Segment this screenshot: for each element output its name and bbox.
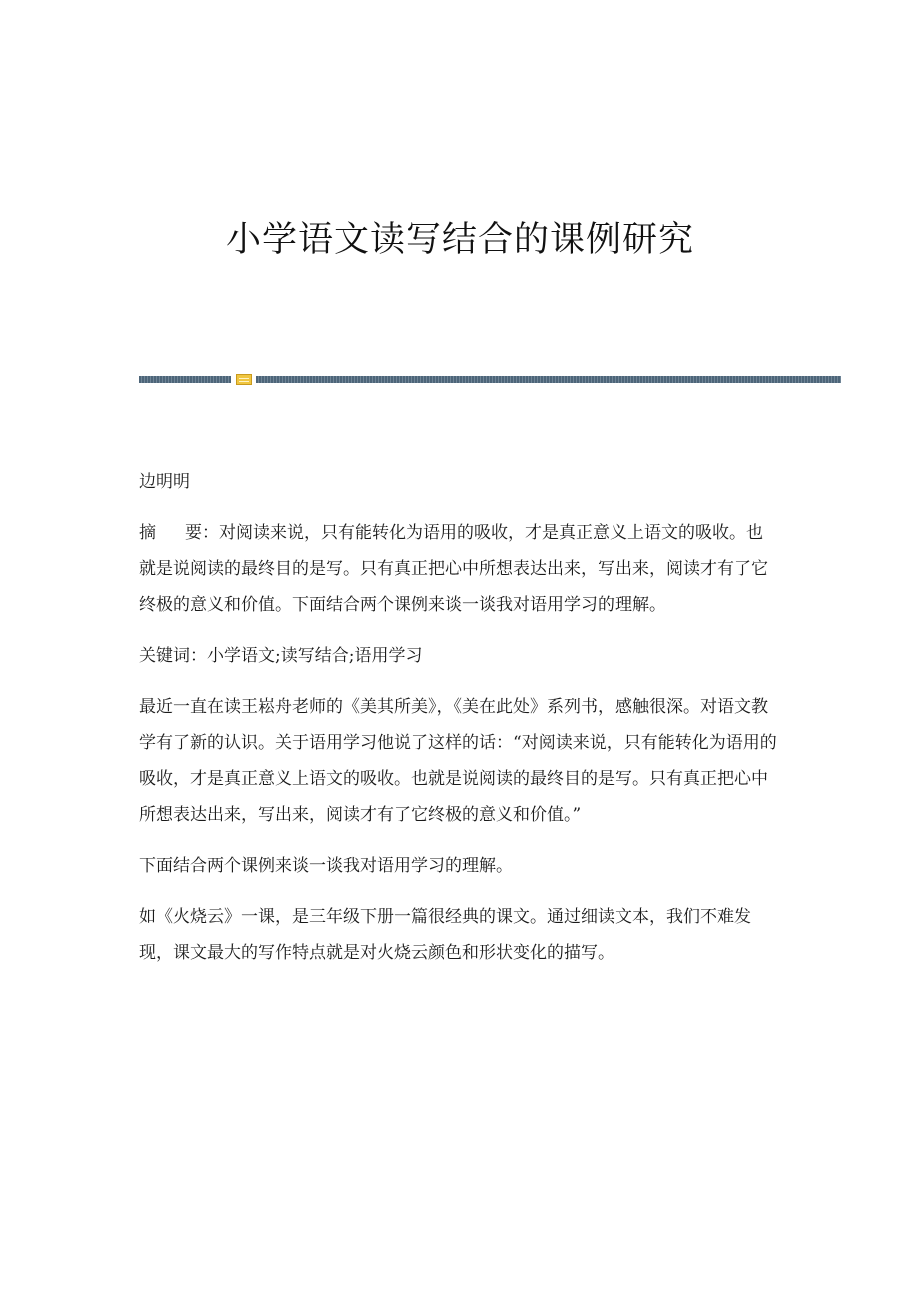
abstract-text: 对阅读来说，只有能转化为语用的吸收，才是真正意义上语文的吸收。也就是说阅读的最终目的是写。只有真正把心中所想表达出来，写出来，阅读才有了它终极的意义和价值。下面结合两个课例来谈一谈我对语用学习的理解。 [139, 523, 768, 615]
paragraph-3: 如《火烧云》一课，是三年级下册一篇很经典的课文。通过细读文本，我们不难发现，课文最大的写作特点就是对火烧云颜色和形状变化的描写。 [139, 907, 751, 963]
paragraph-1: 最近一直在读王崧舟老师的《美其所美》，《美在此处》系列书，感触很深。对语文教学有了新的认识。关于语用学习他说了这样的话：“对阅读来说，只有能转化为语用的吸收，才是真正意义上语文的吸收。也就是说阅读的最终目的是写。只有真正把心中所想表达出来，写出来，阅读才有了它终极的意义和价值。” [139, 697, 777, 825]
document-body [139, 464, 779, 986]
abstract-label-first: 摘 [139, 523, 156, 543]
paragraph-2: 下面结合两个课例来谈一谈我对语用学习的理解。 [139, 856, 513, 876]
abstract [139, 515, 779, 623]
author: 边明明 [139, 472, 190, 492]
divider-bar-right [256, 376, 841, 383]
divider-badge-icon [236, 374, 252, 385]
keywords: 关键词：小学语文;读写结合;语用学习 [139, 646, 423, 666]
document-title: 小学语文读写结合的课例研究 [225, 220, 694, 260]
divider-bar-left [139, 376, 231, 383]
abstract-label-second: 要： [185, 523, 219, 543]
title-divider [139, 374, 841, 385]
